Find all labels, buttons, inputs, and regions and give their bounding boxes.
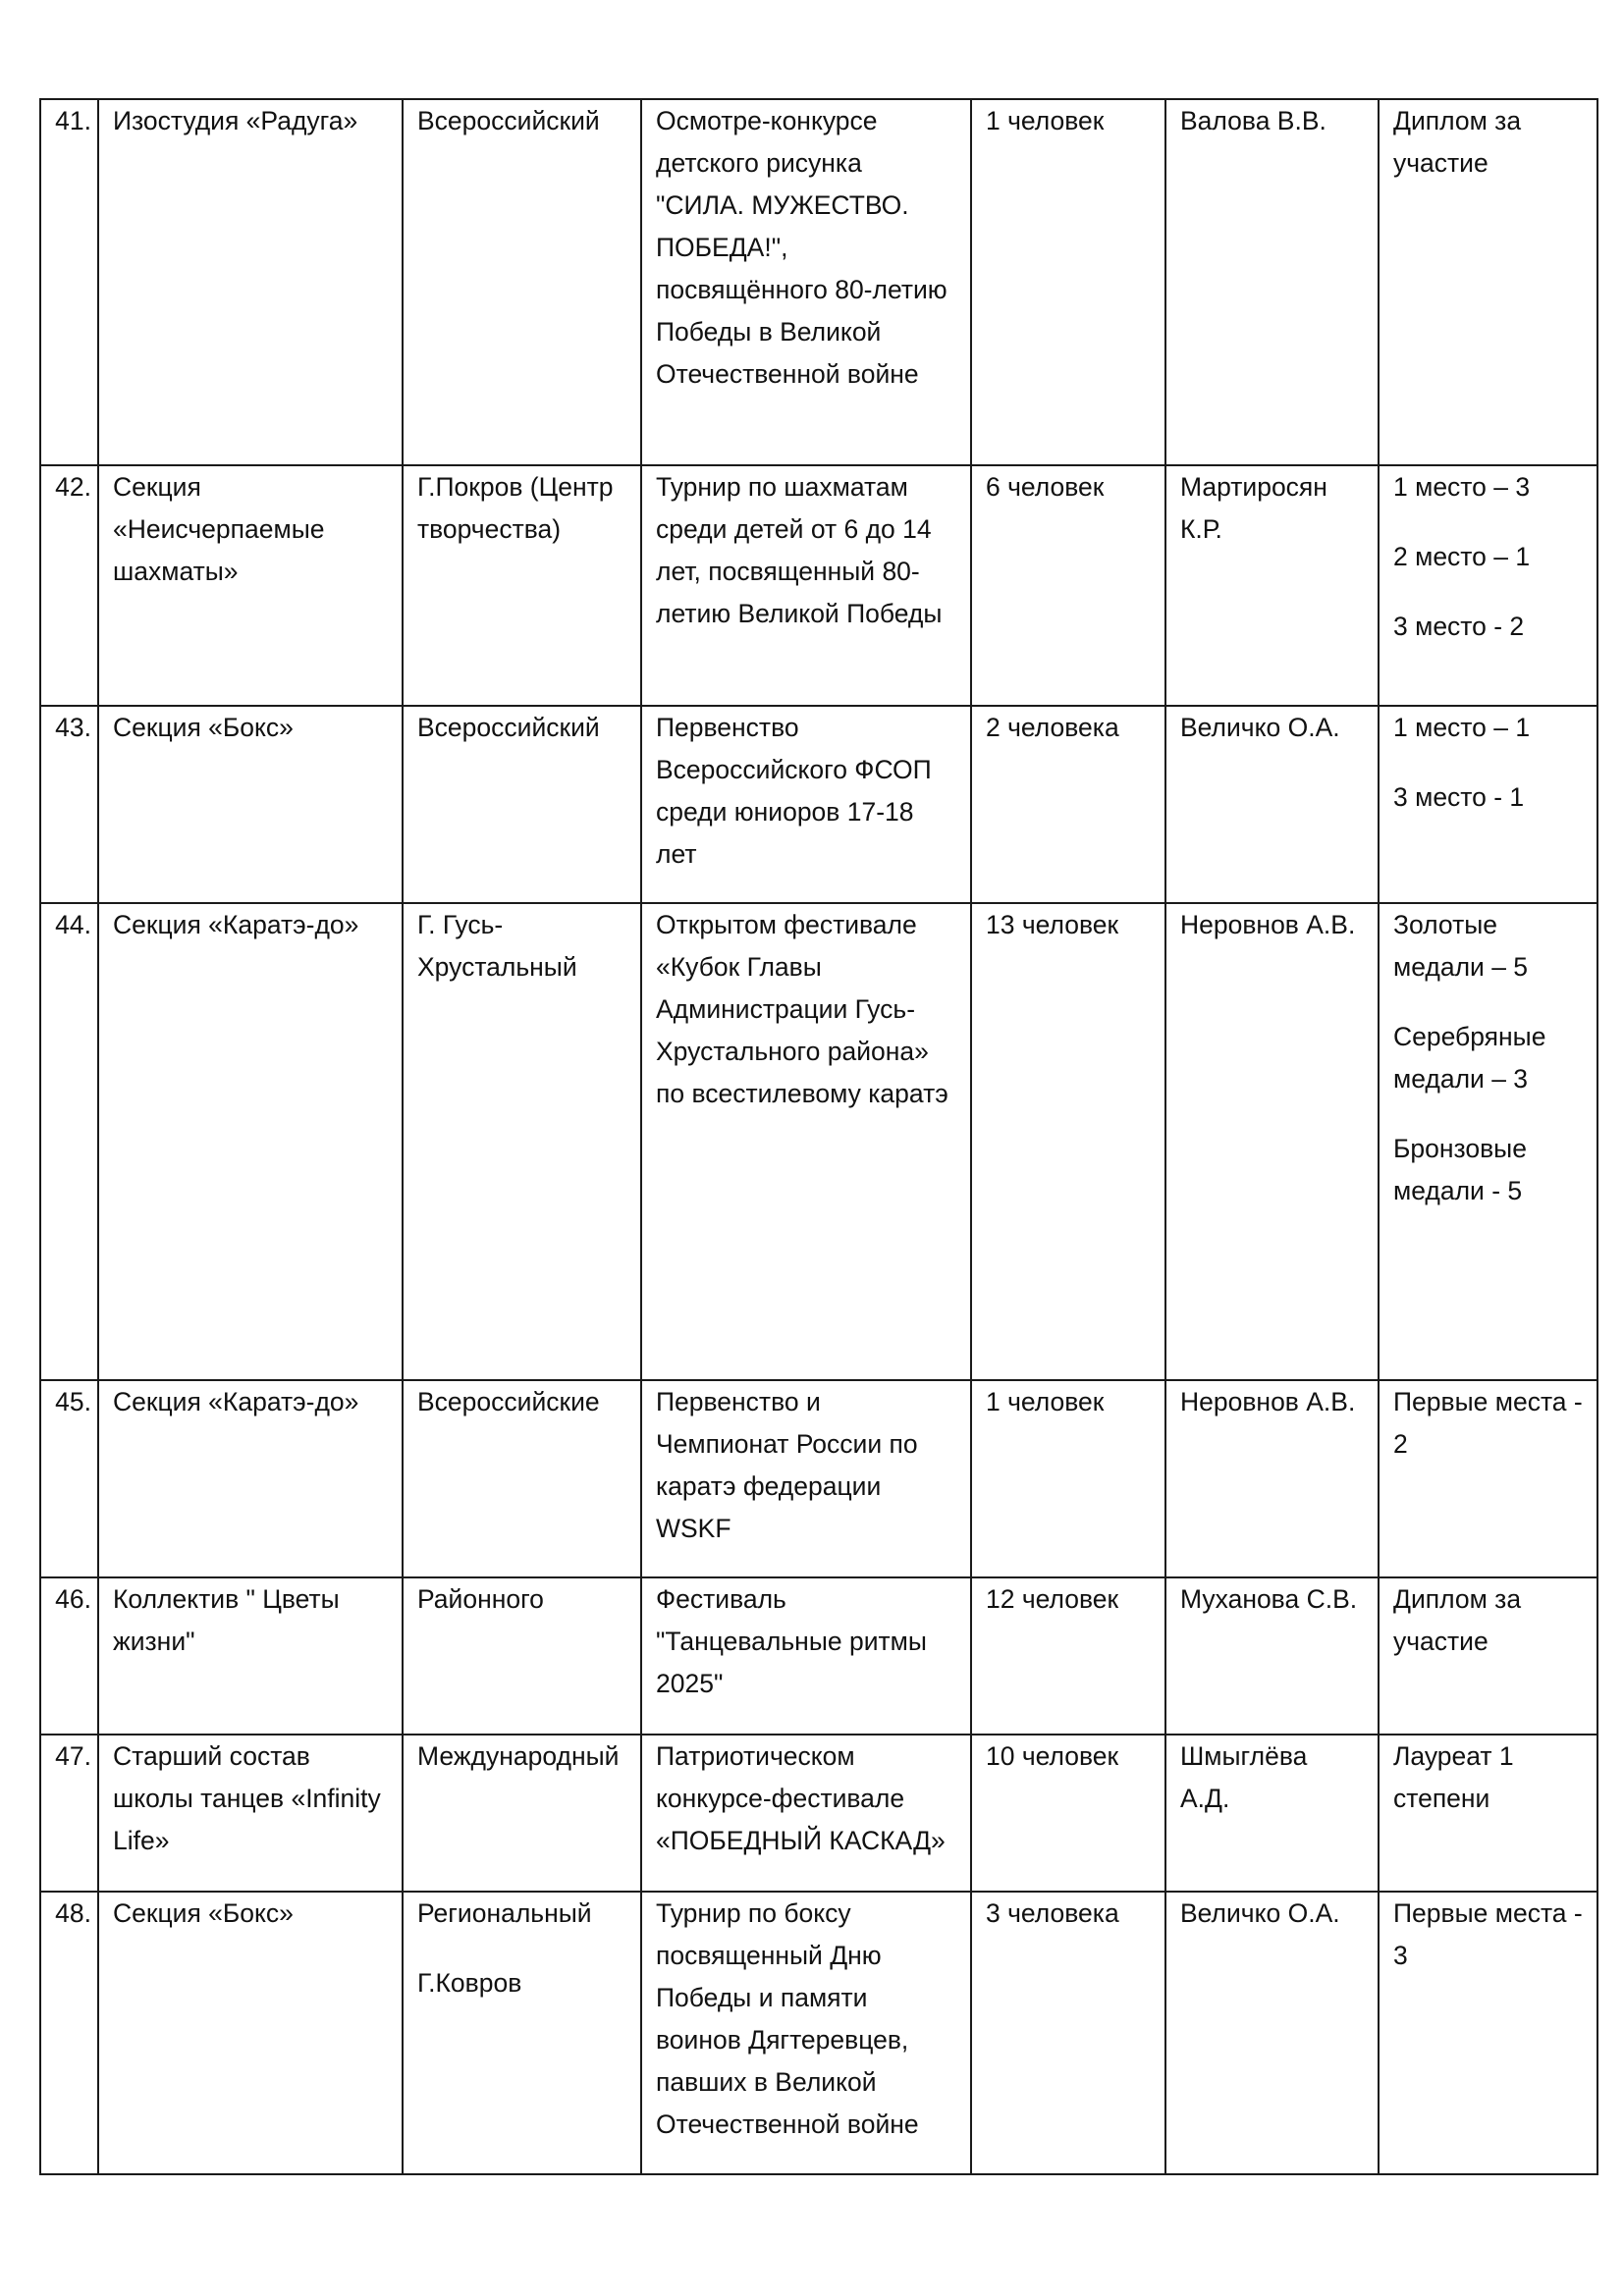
result-cell: Лауреат 1 степени — [1379, 1735, 1597, 1892]
row-number: 46. — [40, 1577, 98, 1735]
table-row — [40, 1577, 1597, 1735]
table-row — [40, 903, 1597, 1380]
level-cell: Г. Гусь-Хрустальный — [403, 903, 641, 1380]
result-cell: Первые места - 2 — [1379, 1380, 1597, 1577]
event-cell: Первенство Всероссийского ФСОП среди юниоров 17-18 лет — [641, 706, 971, 903]
collective-cell: Изостудия «Радуга» — [98, 99, 403, 465]
leader-cell: Валова В.В. — [1165, 99, 1379, 465]
level-cell: Всероссийские — [403, 1380, 641, 1577]
collective-cell: Секция «Неисчерпаемые шахматы» — [98, 465, 403, 706]
achievements-table — [39, 98, 1598, 2175]
level-cell: Всероссийский — [403, 706, 641, 903]
table-row — [40, 1735, 1597, 1892]
leader-cell: Шмыглёва А.Д. — [1165, 1735, 1379, 1892]
table-row — [40, 99, 1597, 465]
leader-cell: Неровнов А.В. — [1165, 1380, 1379, 1577]
leader-cell: Величко О.А. — [1165, 1892, 1379, 2174]
result-cell: 1 место – 1 3 место - 1 — [1379, 706, 1597, 903]
row-number: 41. — [40, 99, 98, 465]
row-number: 45. — [40, 1380, 98, 1577]
level-cell: Региональный Г.Ковров — [403, 1892, 641, 2174]
level-cell: Всероссийский — [403, 99, 641, 465]
participants-cell: 1 человек — [971, 1380, 1165, 1577]
leader-cell: Величко О.А. — [1165, 706, 1379, 903]
row-number: 43. — [40, 706, 98, 903]
participants-cell: 10 человек — [971, 1735, 1165, 1892]
event-cell: Осмотре-конкурсе детского рисунка "СИЛА. МУЖЕСТВО. ПОБЕДА!", посвящённого 80-летию Победы в Великой Отечественной войне — [641, 99, 971, 465]
participants-cell: 6 человек — [971, 465, 1165, 706]
collective-cell: Коллектив " Цветы жизни" — [98, 1577, 403, 1735]
event-cell: Турнир по шахматам среди детей от 6 до 14 лет, посвященный 80-летию Великой Победы — [641, 465, 971, 706]
participants-cell: 13 человек — [971, 903, 1165, 1380]
result-cell: 1 место – 3 2 место – 1 3 место - 2 — [1379, 465, 1597, 706]
event-cell: Турнир по боксу посвященный Дню Победы и памяти воинов Дягтеревцев, павших в Великой Отечественной войне — [641, 1892, 971, 2174]
result-cell: Диплом за участие — [1379, 1577, 1597, 1735]
leader-cell: Мартиросян К.Р. — [1165, 465, 1379, 706]
result-cell: Первые места - 3 — [1379, 1892, 1597, 2174]
participants-cell: 3 человека — [971, 1892, 1165, 2174]
document-page — [39, 98, 1597, 2175]
table-row — [40, 1380, 1597, 1577]
leader-cell: Неровнов А.В. — [1165, 903, 1379, 1380]
event-cell: Открытом фестивале «Кубок Главы Администрации Гусь-Хрустального района» по всестилевому каратэ — [641, 903, 971, 1380]
table-row — [40, 1892, 1597, 2174]
table-row — [40, 465, 1597, 706]
result-cell: Диплом за участие — [1379, 99, 1597, 465]
level-cell: Международный — [403, 1735, 641, 1892]
collective-cell: Секция «Бокс» — [98, 1892, 403, 2174]
level-cell: Г.Покров (Центр творчества) — [403, 465, 641, 706]
participants-cell: 2 человека — [971, 706, 1165, 903]
collective-cell: Секция «Каратэ-до» — [98, 903, 403, 1380]
row-number: 47. — [40, 1735, 98, 1892]
row-number: 44. — [40, 903, 98, 1380]
collective-cell: Секция «Бокс» — [98, 706, 403, 903]
table-row — [40, 706, 1597, 903]
participants-cell: 1 человек — [971, 99, 1165, 465]
collective-cell: Секция «Каратэ-до» — [98, 1380, 403, 1577]
result-cell: Золотые медали – 5 Серебряные медали – 3 Бронзовые медали - 5 — [1379, 903, 1597, 1380]
leader-cell: Муханова С.В. — [1165, 1577, 1379, 1735]
level-cell: Районного — [403, 1577, 641, 1735]
event-cell: Фестиваль "Танцевальные ритмы 2025" — [641, 1577, 971, 1735]
row-number: 48. — [40, 1892, 98, 2174]
collective-cell: Старший состав школы танцев «Infinity Life» — [98, 1735, 403, 1892]
event-cell: Первенство и Чемпионат России по каратэ федерации WSKF — [641, 1380, 971, 1577]
event-cell: Патриотическом конкурсе-фестивале «ПОБЕДНЫЙ КАСКАД» — [641, 1735, 971, 1892]
participants-cell: 12 человек — [971, 1577, 1165, 1735]
row-number: 42. — [40, 465, 98, 706]
